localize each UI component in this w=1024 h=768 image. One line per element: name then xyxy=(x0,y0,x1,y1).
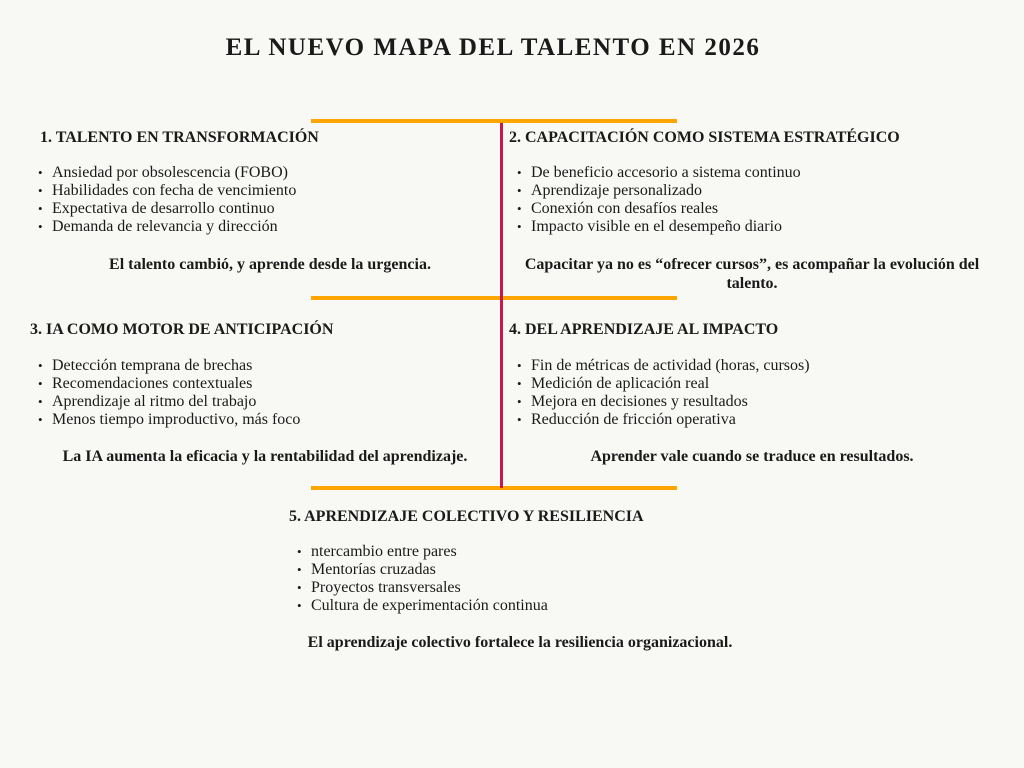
section-conclusion: El talento cambió, y aprende desde la urgencia. xyxy=(109,256,431,273)
section-heading: 1. TALENTO EN TRANSFORMACIÓN xyxy=(40,129,319,146)
list-item: • Fin de métricas de actividad (horas, cursos) xyxy=(531,357,810,375)
list-item: • Conexión con desafíos reales xyxy=(531,200,801,218)
list-item: • Proyectos transversales xyxy=(311,579,548,597)
divider-bottom xyxy=(311,486,677,490)
divider-middle xyxy=(311,296,677,300)
list-item: • Menos tiempo improductivo, más foco xyxy=(52,411,300,429)
list-item: • Medición de aplicación real xyxy=(531,375,810,393)
divider-top xyxy=(311,119,677,123)
list-item: • Aprendizaje personalizado xyxy=(531,182,801,200)
list-item: • Habilidades con fecha de vencimiento xyxy=(52,182,296,200)
list-item: • Reducción de fricción operativa xyxy=(531,411,810,429)
section-conclusion: El aprendizaje colectivo fortalece la resiliencia organizacional. xyxy=(307,634,733,651)
list-item: • Mejora en decisiones y resultados xyxy=(531,393,810,411)
section-conclusion: La IA aumenta la eficacia y la rentabilidad del aprendizaje. xyxy=(62,448,468,465)
section-heading: 4. DEL APRENDIZAJE AL IMPACTO xyxy=(509,321,779,338)
list-item: • ntercambio entre pares xyxy=(311,543,548,561)
bullet-list xyxy=(52,164,296,236)
list-item: • Demanda de relevancia y dirección xyxy=(52,218,296,236)
bullet-list xyxy=(52,357,300,429)
divider-vertical xyxy=(500,123,503,488)
list-item: • Recomendaciones contextuales xyxy=(52,375,300,393)
list-item: • Aprendizaje al ritmo del trabajo xyxy=(52,393,300,411)
bullet-list xyxy=(531,164,801,236)
list-item: • Impacto visible en el desempeño diario xyxy=(531,218,801,236)
section-conclusion: Capacitar ya no es “ofrecer cursos”, es acompañar la evolución del talento. xyxy=(524,256,980,292)
section-heading: 3. IA COMO MOTOR DE ANTICIPACIÓN xyxy=(30,321,334,338)
list-item: • De beneficio accesorio a sistema continuo xyxy=(531,164,801,182)
bullet-list xyxy=(531,357,810,429)
list-item: • Cultura de experimentación continua xyxy=(311,597,548,615)
section-conclusion: Aprender vale cuando se traduce en resultados. xyxy=(590,448,914,465)
bullet-list xyxy=(311,543,548,615)
list-item: • Mentorías cruzadas xyxy=(311,561,548,579)
section-heading: 5. APRENDIZAJE COLECTIVO Y RESILIENCIA xyxy=(289,508,644,525)
list-item: • Detección temprana de brechas xyxy=(52,357,300,375)
list-item: • Ansiedad por obsolescencia (FOBO) xyxy=(52,164,296,182)
list-item: • Expectativa de desarrollo continuo xyxy=(52,200,296,218)
section-heading: 2. CAPACITACIÓN COMO SISTEMA ESTRATÉGICO xyxy=(509,129,900,146)
page-title: EL NUEVO MAPA DEL TALENTO EN 2026 xyxy=(225,34,761,61)
